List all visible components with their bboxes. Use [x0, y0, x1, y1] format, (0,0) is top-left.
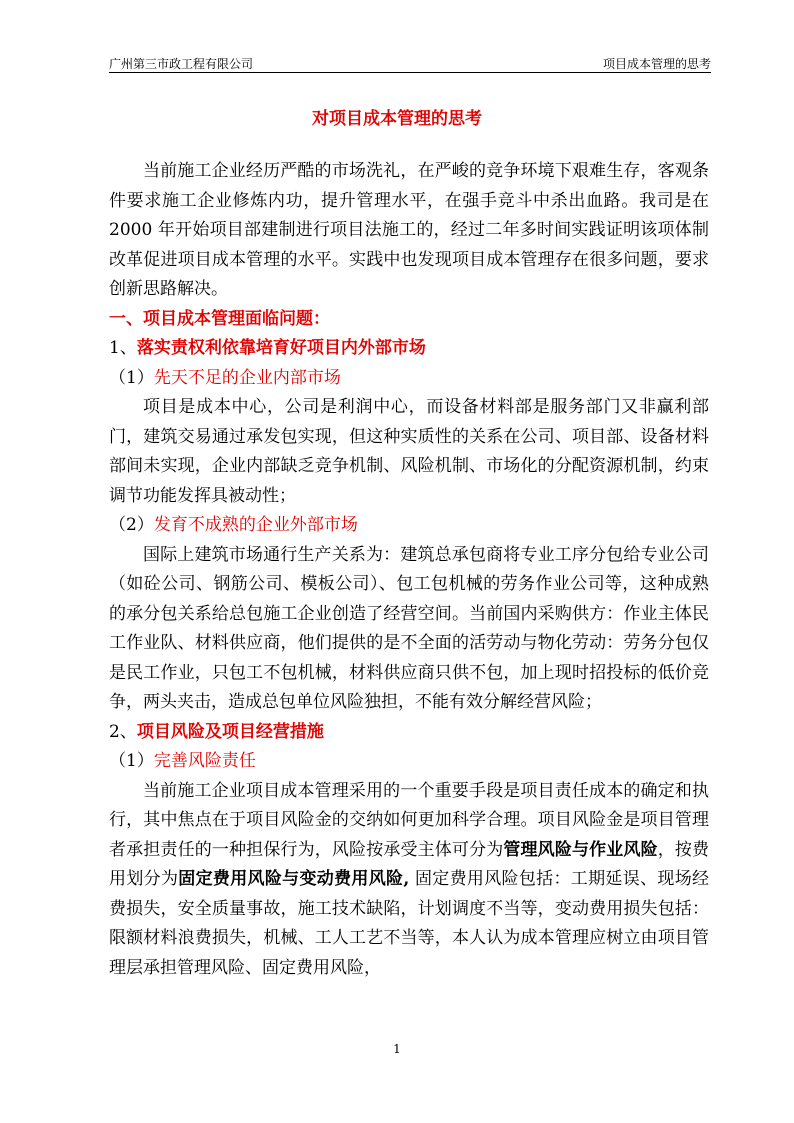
paragraph-text: 固定费用风险包括：工期延误、现场经费损失，安全质量事故，施工技术缺陷，计划调度不当等，变动费用损失包括：限额材料浪费损失，机械、工人工艺不当等，本人认为成本管理应树立由项目管理层承担管理风险、固定费用风险，: [109, 869, 710, 978]
page-number: 1: [393, 1042, 401, 1056]
section-heading-1: 一、项目成本管理面临问题：: [109, 308, 330, 329]
emphasis-text: 管理风险与作业风险: [503, 839, 658, 860]
item-paragraph-2-1: [109, 777, 709, 984]
item-title: 先天不足的企业内部市场: [153, 367, 341, 388]
item-heading-1-2: [109, 511, 709, 541]
item-number: （1）: [109, 751, 154, 771]
subsection-title: 落实责权利依靠培育好项目内外部市场: [136, 338, 426, 358]
emphasis-text: 固定费用风险与变动费用风险,: [178, 869, 410, 889]
subsection-heading-1: [109, 334, 709, 364]
intro-paragraph: 当前施工企业经历严酷的市场洗礼，在严峻的竞争环境下艰难生存，客观条件要求施工企业修炼内功，提升管理水平，在强手竞斗中杀出血路。我司是在2000 年开始项目部建制进行项目法施工的，经过二年多时间实践证明该项体制改革促进项目成本管理的水平。实践中也发现项目成本管理存在很多问题，要求创新思路解决。: [109, 161, 709, 299]
paragraph-text: 当前施工企业项目成本管理采用的一个重要手段是项目责任成本的确定和执行，其中焦点在于项目风险金的交纳如何更加科学合理。项目风险金是项目管理者承担责任的一种担保行为，风险按承受主体可分为: [109, 780, 709, 860]
subsection-number: 1、: [109, 338, 137, 358]
subsection-title: 项目风险及项目经营措施: [136, 721, 324, 742]
item-paragraph-1-2: 国际上建筑市场通行生产关系为：建筑总承包商将专业工序分包给专业公司（如砼公司、钢筋公司、模板公司）、包工包机械的劳务作业公司等，这种成熟的承分包关系给总包施工企业创造了经营空间。当前国内采购供方：作业主体民工作业队、材料供应商，他们提供的是不全面的活劳动与物化劳动：劳务分包仅是民工作业，只包工不包机械，材料供应商只供不包，加上现时招投标的低价竞争，两头夹击，造成总包单位风险独担，不能有效分解经营风险；: [109, 544, 709, 712]
document-title: 对项目成本管理的思考: [312, 109, 482, 129]
item-title: 发育不成熟的企业外部市场: [153, 515, 358, 535]
page-header: [109, 50, 711, 73]
subsection-heading-2: [109, 718, 709, 748]
item-heading-2-1: [109, 747, 709, 777]
header-company: 广州第三市政工程有限公司: [109, 57, 254, 71]
item-title: 完善风险责任: [153, 751, 256, 771]
subsection-number: 2、: [109, 721, 137, 742]
item-number: （2）: [109, 515, 154, 535]
item-heading-1-1: [109, 364, 709, 394]
item-number: （1）: [109, 367, 154, 388]
paragraph-text: ，按费用划分为: [109, 839, 710, 889]
header-doc-title: 项目成本管理的思考: [602, 57, 711, 71]
document-body: [109, 157, 709, 983]
item-paragraph-1-1: 项目是成本中心，公司是利润中心，而设备材料部是服务部门又非赢利部门，建筑交易通过承发包实现，但这种实质性的关系在公司、项目部、设备材料部间未实现，企业内部缺乏竞争机制、风险机制、市场化的分配资源机制，约束调节功能发挥具被动性；: [109, 397, 709, 506]
